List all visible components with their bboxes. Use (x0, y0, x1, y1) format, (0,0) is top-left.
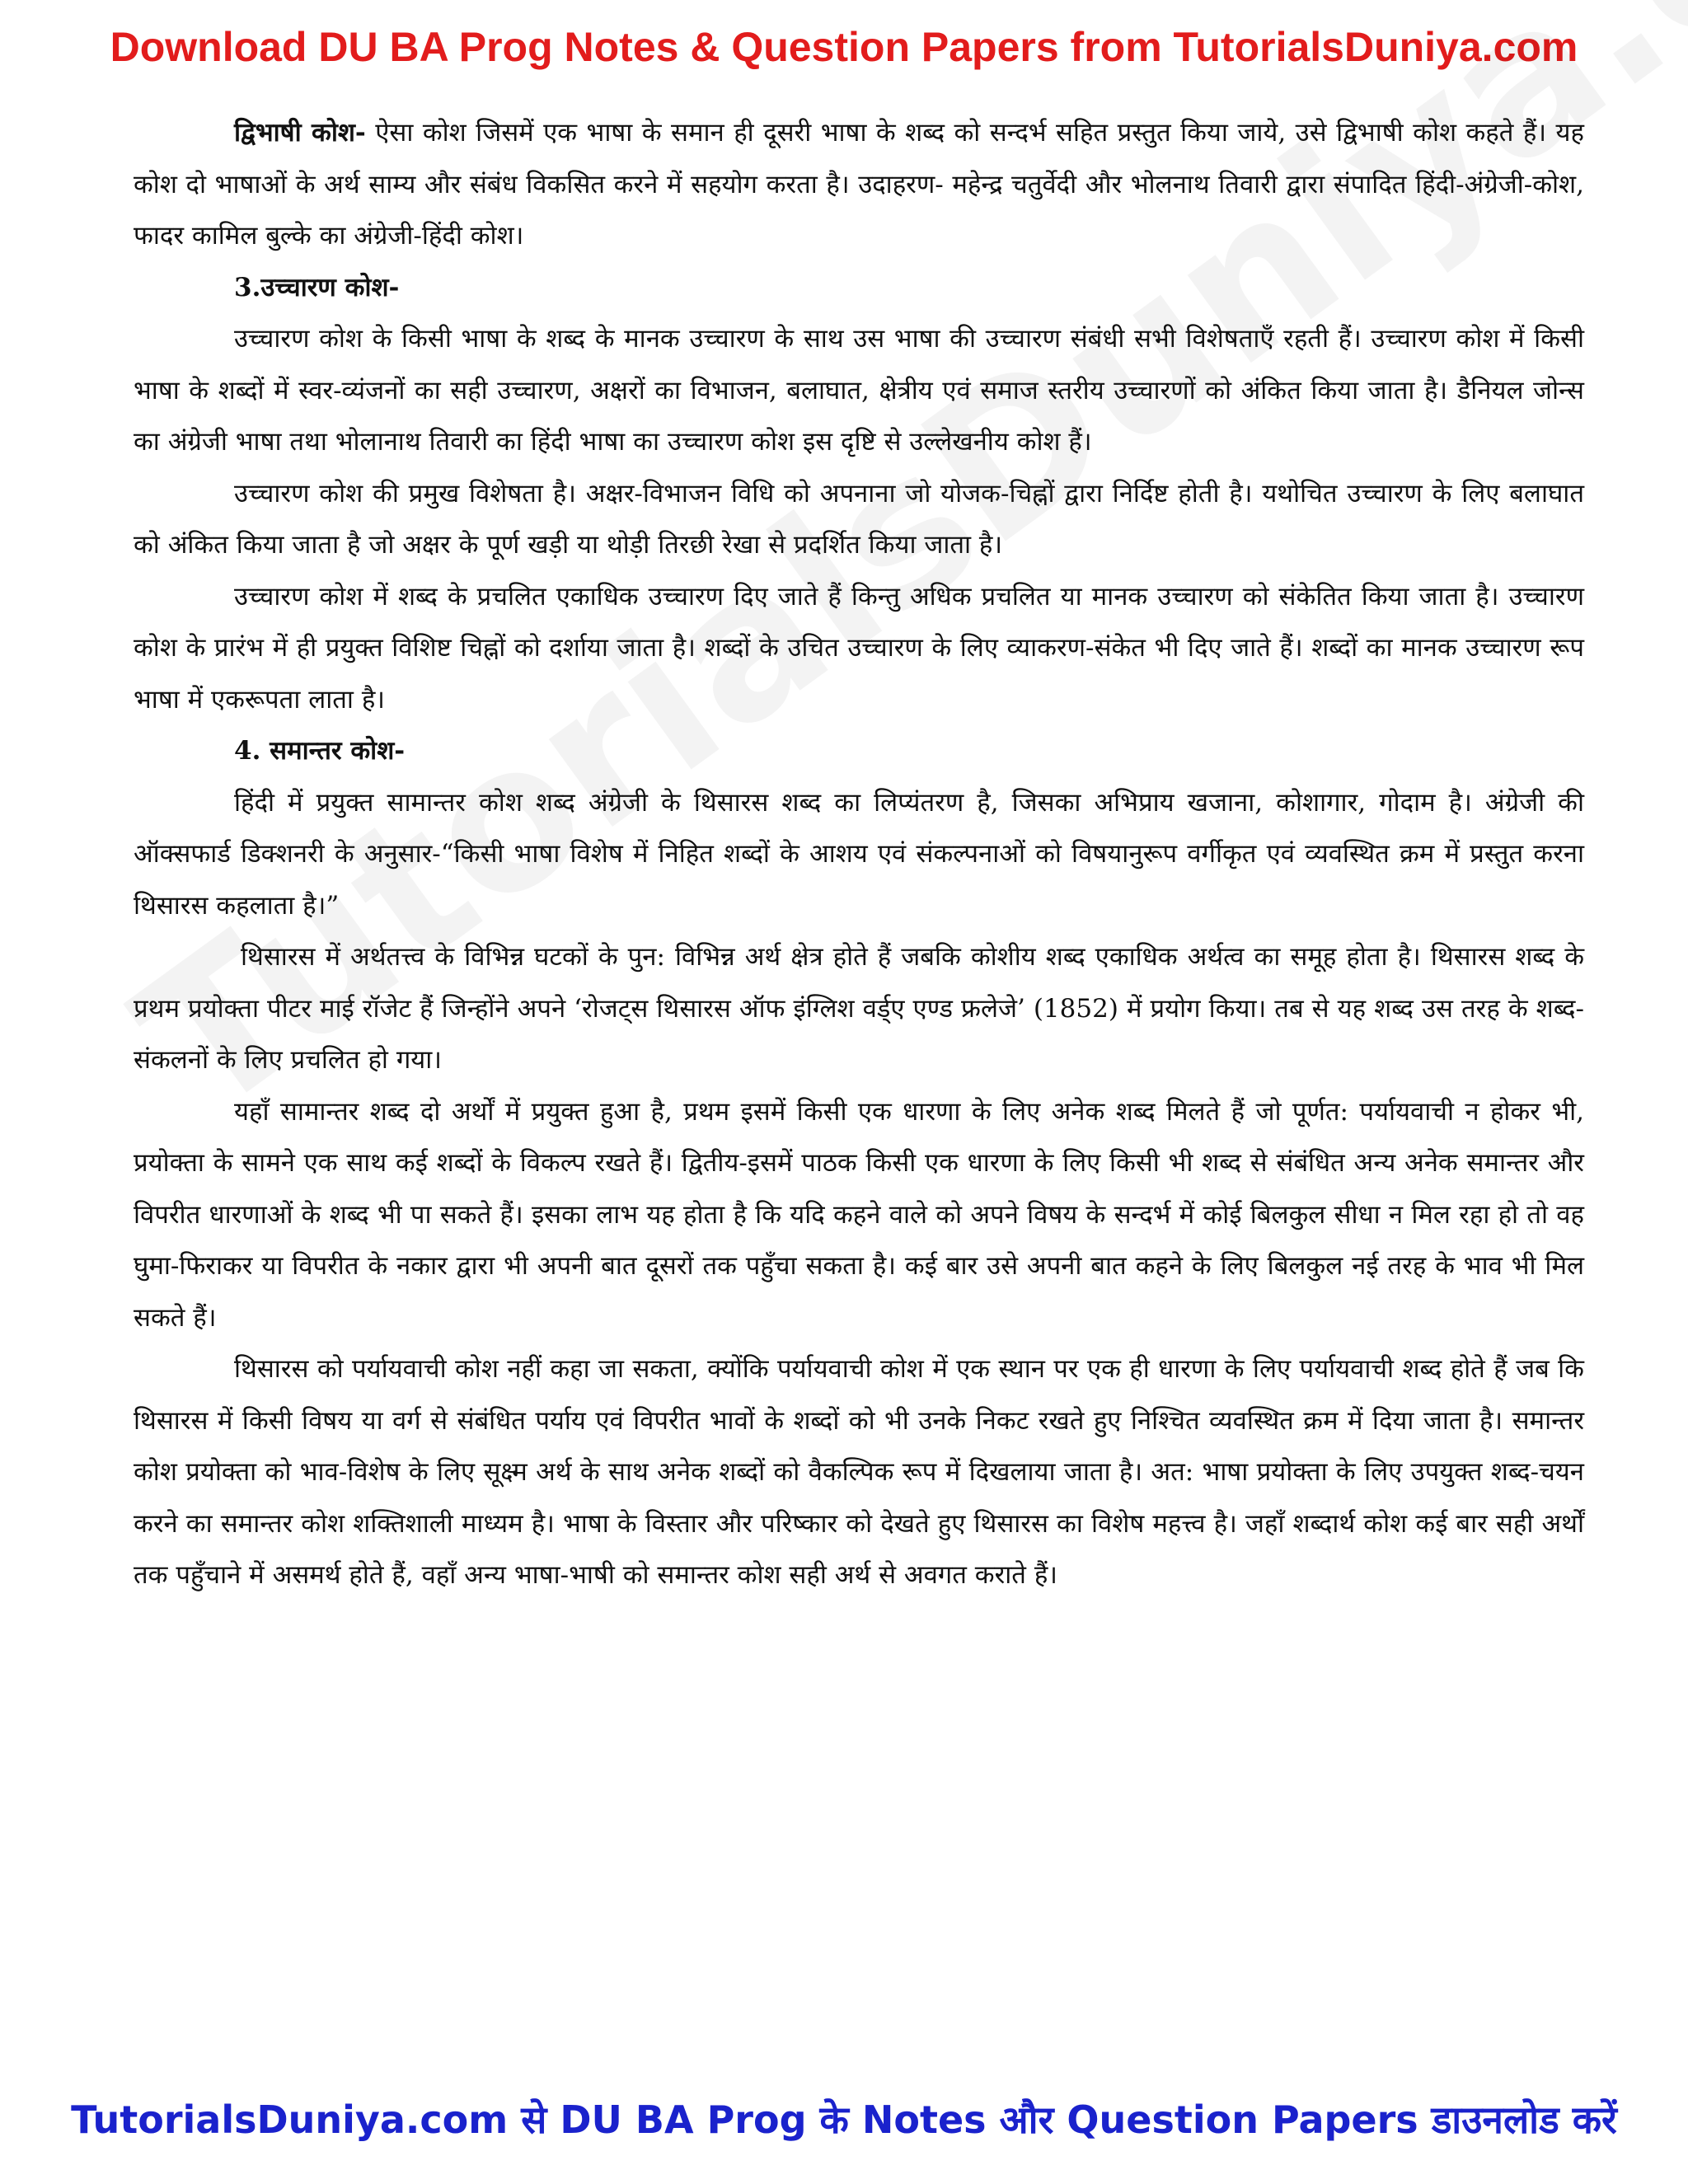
paragraph-thesaurus-4: थिसारस को पर्यायवाची कोश नहीं कहा जा सकता, क्योंकि पर्यायवाची कोश में एक स्थान पर एक ही धारणा के लिए पर्यायवाची शब्द होते हैं जब कि थिसारस में किसी विषय या वर्ग से संबंधित पर्याय एवं विपरीत भावों के शब्दों को भी उनके निकट रखते हुए निश्चित व्यवस्थित क्रम में दिया जाता है। समान्तर कोश प्रयोक्ता को भाव-विशेष के लिए सूक्ष्म अर्थ के साथ अनेक शब्दों को वैकल्पिक रूप में दिखलाया जाता है। अत: भाषा प्रयोक्ता के लिए उपयुक्त शब्द-चयन करने का समान्तर कोश शक्तिशाली माध्यम है। भाषा के विस्तार और परिष्कार को देखते हुए थिसारस का विशेष महत्त्व है। जहाँ शब्दार्थ कोश कई बार सही अर्थों तक पहुँचाने में असमर्थ होते हैं, वहाँ अन्य भाषा-भाषी को समान्तर कोश सही अर्थ से अवगत कराते हैं। (134, 1354, 1584, 1590)
term-bilingual-dictionary: द्विभाषी कोश- (234, 118, 366, 148)
paragraph-pronunciation-2: उच्चारण कोश की प्रमुख विशेषता है। अक्षर-विभाजन विधि को अपनाना जो योजक-चिह्नों द्वारा निर्दिष्ट होती है। यथोचित उच्चारण के लिए बलाघात को अंकित किया जाता है जो अक्षर के पूर्ण खड़ी या थोड़ी तिरछी रेखा से प्रदर्शित किया जाता है। (134, 478, 1584, 560)
paragraph-pronunciation-3: उच्चारण कोश में शब्द के प्रचलित एकाधिक उच्चारण दिए जाते हैं किन्तु अधिक प्रचलित या मानक उच्चारण को संकेतित किया जाता है। उच्चारण कोश के प्रारंभ में ही प्रयुक्त विशिष्ट चिह्नों को दर्शाया जाता है। शब्दों के उचित उच्चारण के लिए व्याकरण-संकेत भी दिए जाते हैं। शब्दों का मानक उच्चारण रूप भाषा में एकरूपता लाता है। (134, 581, 1584, 715)
download-banner-header[interactable]: Download DU BA Prog Notes & Question Papers from TutorialsDuniya.com (110, 24, 1578, 70)
paragraph-text: ऐसा कोश जिसमें एक भाषा के समान ही दूसरी भाषा के शब्द को सन्दर्भ सहित प्रस्तुत किया जाये, उसे द्विभाषी कोश कहते हैं। यह कोश दो भाषाओं के अर्थ साम्य और संबंध विकसित करने में सहयोग करता है। उदाहरण- महेन्द्र चतुर्वेदी और भोलनाथ तिवारी द्वारा संपादित हिंदी-अंग्रेजी-कोश, फादर कामिल बुल्के का अंग्रेजी-हिंदी कोश। (134, 118, 1584, 251)
paragraph-thesaurus-2: थिसारस में अर्थतत्त्व के विभिन्न घटकों के पुन: विभिन्न अर्थ क्षेत्र होते हैं जबकि कोशीय शब्द एकाधिक अर्थत्व का समूह होता है। थिसारस शब्द के प्रथम प्रयोक्ता पीटर माई रॉजेट हैं जिन्होंने अपने ‘रोजट्स थिसारस ऑफ इंग्लिश वर्ड्ए एण्ड फ्रलेजे’ (1852) में प्रयोग किया। तब से यह शब्द उस तरह के शब्द-संकलनों के लिए प्रचलित हो गया। (134, 942, 1584, 1075)
paragraph-thesaurus-1: हिंदी में प्रयुक्त सामान्तर कोश शब्द अंग्रेजी के थिसारस शब्द का लिप्यंतरण है, जिसका अभिप्राय खजाना, कोशागार, गोदाम है। अंग्रेजी की ऑक्सफार्ड डिक्शनरी के अनुसार-“किसी भाषा विशेष में निहित शब्दों के आशय एवं संकल्पनाओं को विषयानुरूप वर्गीकृत एवं व्यवस्थित क्रम में प्रस्तुत करना थिसारस कहलाता है।” (134, 787, 1584, 921)
download-banner-footer[interactable]: TutorialsDuniya.com से DU BA Prog के Notes और Question Papers डाउनलोड करें (71, 2097, 1617, 2142)
paragraph-pronunciation-1: उच्चारण कोश के किसी भाषा के शब्द के मानक उच्चारण के साथ उस भाषा की उच्चारण संबंधी सभी विशेषताएँ रहती हैं। उच्चारण कोश में किसी भाषा के शब्दों में स्वर-व्यंजनों का सही उच्चारण, अक्षरों का विभाजन, बलाघात, क्षेत्रीय एवं समाज स्तरीय उच्चारणों को अंकित किया जाता है। डैनियल जोन्स का अंग्रेजी भाषा तथा भोलानाथ तिवारी का हिंदी भाषा का उच्चारण कोश इस दृष्टि से उल्लेखनीय कोश हैं। (134, 324, 1584, 457)
paragraph-bilingual-dictionary (134, 107, 1584, 262)
document-body (134, 107, 1584, 1601)
paragraph-thesaurus-3: यहाँ सामान्तर शब्द दो अर्थों में प्रयुक्त हुआ है, प्रथम इसमें किसी एक धारणा के लिए अनेक शब्द मिलते हैं जो पूर्णत: पर्यायवाची न होकर भी, प्रयोक्ता के सामने एक साथ कई शब्दों के विकल्प रखते हैं। द्वितीय-इसमें पाठक किसी एक धारणा के लिए किसी भी शब्द से संबंधित अन्य अनेक समान्तर और विपरीत धारणाओं के शब्द भी पा सकते हैं। इसका लाभ यह होता है कि यदि कहने वाले को अपने विषय के सन्दर्भ में कोई बिलकुल सीधा न मिल रहा हो तो वह घुमा-फिराकर या विपरीत के नकार द्वारा भी अपनी बात दूसरों तक पहुँचा सकता है। कई बार उसे अपनी बात कहने के लिए बिलकुल नई तरह के भाव भी मिल सकते हैं। (134, 1096, 1584, 1333)
section-heading-thesaurus: 4. समान्तर कोश- (234, 736, 406, 766)
section-heading-pronunciation-dictionary: 3.उच्चारण कोश- (234, 272, 400, 302)
